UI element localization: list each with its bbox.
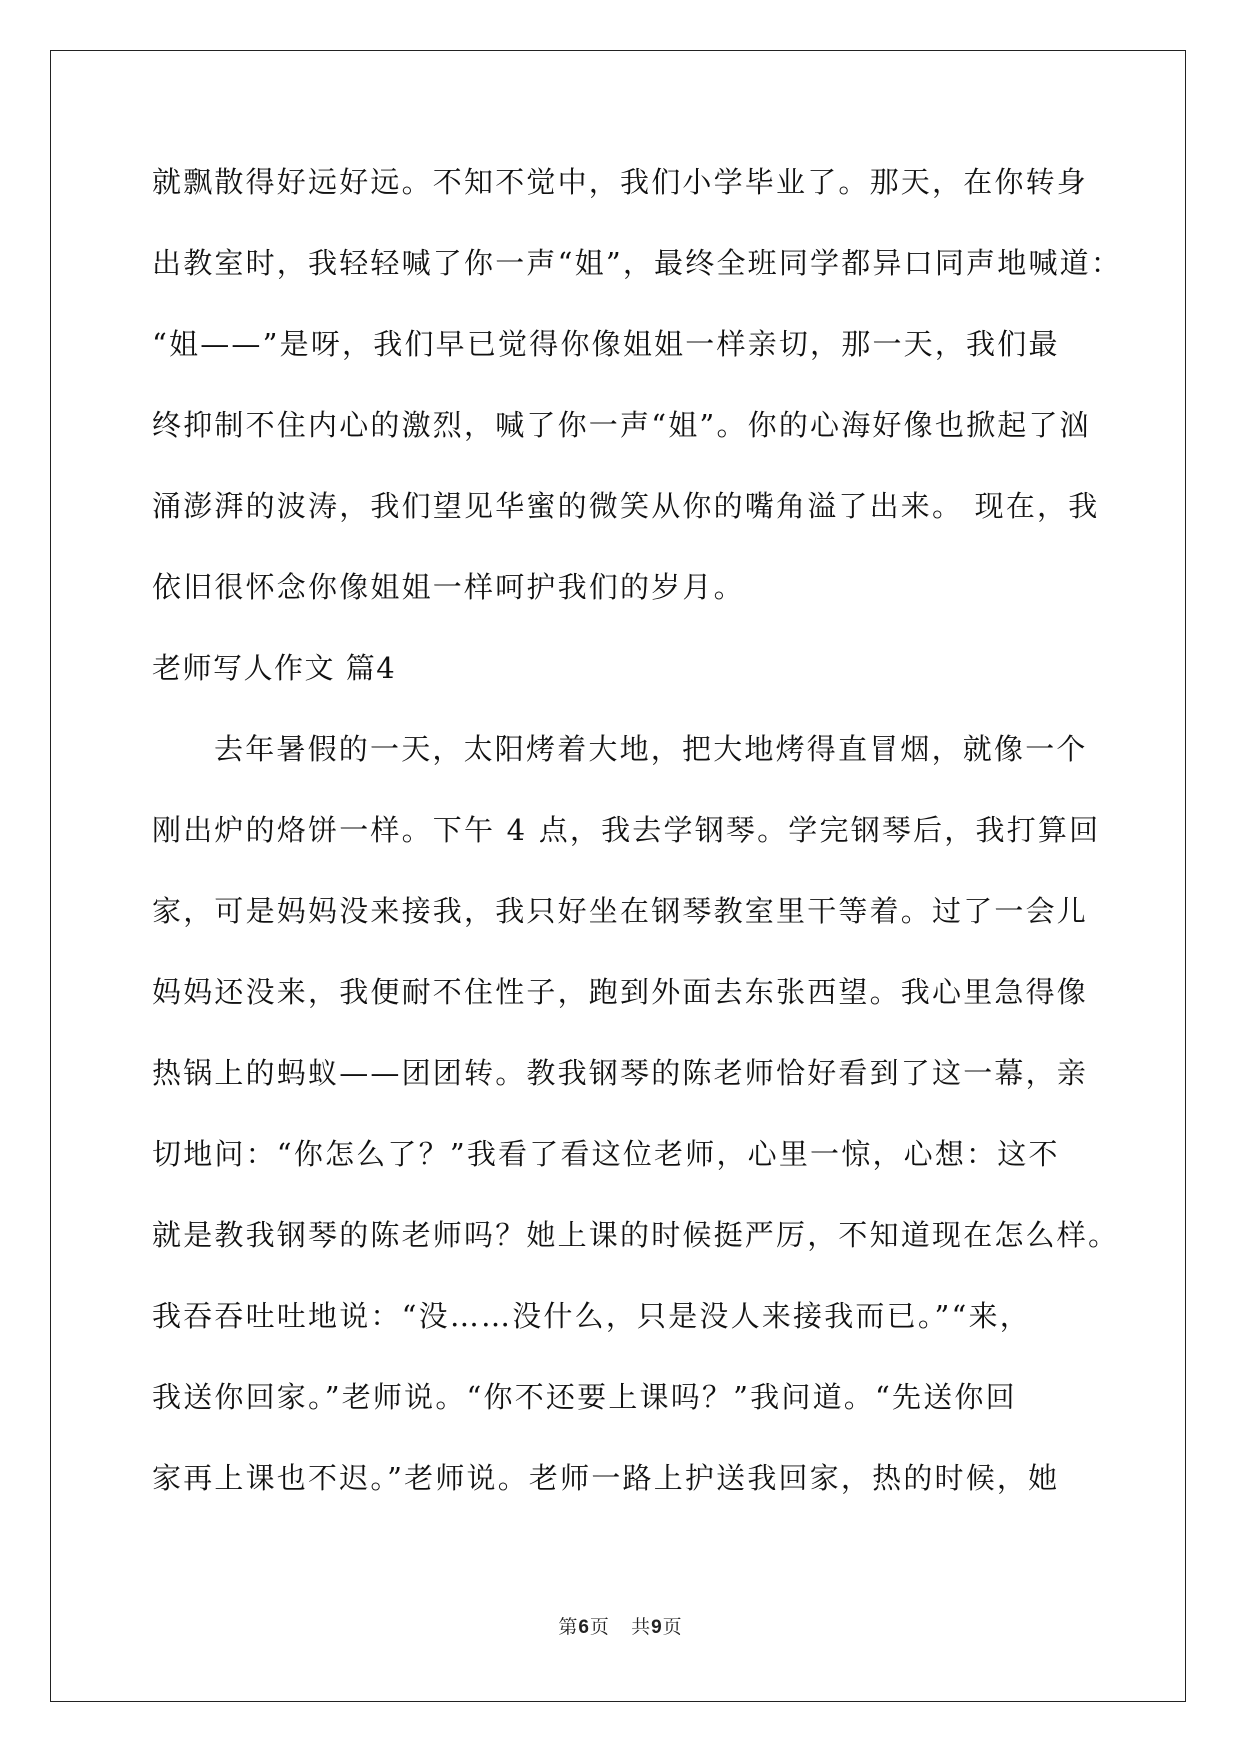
section-line: 去年暑假的一天，太阳烤着大地，把大地烤得直冒烟，就像一个 (214, 732, 1088, 766)
section-line: 我吞吞吐吐地说：“没……没什么，只是没人来接我而已。”“来， (152, 1299, 1031, 1333)
section-line: 热锅上的蚂蚁——团团转。教我钢琴的陈老师恰好看到了这一幕，亲 (152, 1056, 1089, 1090)
total-prefix: 共 (631, 1616, 652, 1638)
page-prefix: 第 (558, 1616, 579, 1638)
section-line: 我送你回家。”老师说。“你不还要上课吗？”我问道。“先送你回 (152, 1380, 1017, 1414)
section-heading: 老师写人作文 篇4 (152, 651, 397, 685)
section-line: 切地问：“你怎么了？”我看了看这位老师，心里一惊，心想：这不 (152, 1137, 1060, 1171)
body-line: 就飘散得好远好远。不知不觉中，我们小学毕业了。那天，在你转身 (152, 165, 1089, 199)
current-page-number: 6 (578, 1617, 590, 1638)
page-footer (0, 1612, 1241, 1639)
page-suffix: 页 (589, 1616, 610, 1638)
total-suffix: 页 (662, 1616, 683, 1638)
body-line: “姐——”是呀，我们早已觉得你像姐姐一样亲切，那一天，我们最 (152, 327, 1060, 361)
section-line: 家，可是妈妈没来接我，我只好坐在钢琴教室里干等着。过了一会儿 (152, 894, 1089, 928)
section-line: 就是教我钢琴的陈老师吗？她上课的时候挺严厉，不知道现在怎么样。 (152, 1218, 1120, 1252)
section-line: 家再上课也不迟。”老师说。老师一路上护送我回家，热的时候，她 (152, 1461, 1060, 1495)
body-line: 终抑制不住内心的激烈，喊了你一声“姐”。你的心海好像也掀起了汹 (152, 408, 1091, 442)
body-line: 涌澎湃的波涛，我们望见华蜜的微笑从你的嘴角溢了出来。 现在，我 (152, 489, 1100, 523)
section-line: 刚出炉的烙饼一样。下午 4 点，我去学钢琴。学完钢琴后，我打算回 (152, 813, 1101, 847)
body-line: 依旧很怀念你像姐姐一样呵护我们的岁月。 (152, 570, 745, 604)
section-line: 妈妈还没来，我便耐不住性子，跑到外面去东张西望。我心里急得像 (152, 975, 1089, 1009)
total-page-number: 9 (651, 1617, 663, 1638)
document-body (152, 158, 1132, 1535)
body-line: 出教室时，我轻轻喊了你一声“姐”，最终全班同学都异口同声地喊道： (152, 246, 1123, 280)
